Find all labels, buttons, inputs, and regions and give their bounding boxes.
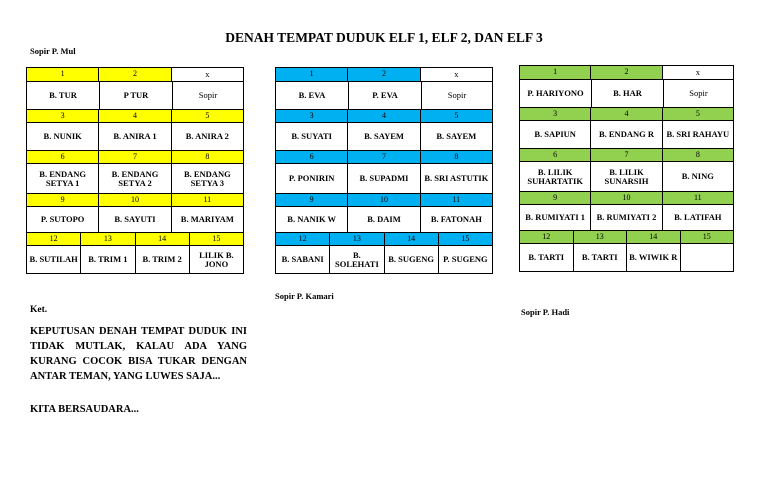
elf2-row: [276, 150, 492, 163]
elf1-passenger-name: P TUR: [99, 82, 172, 109]
elf3-seat-number: 15: [680, 231, 734, 243]
elf1-seat-number: 9: [27, 194, 98, 206]
elf3-row: [520, 148, 733, 161]
elf2-passenger-name: B. SAYEM: [347, 123, 419, 150]
elf1-row: [27, 163, 243, 193]
elf3-seat-number: 10: [590, 192, 661, 204]
elf2-passenger-name: B. SRI ASTUTIK: [420, 164, 492, 193]
elf3-passenger-name: B. ENDANG R: [590, 121, 661, 148]
elf2-passenger-name: B. EVA: [298, 90, 326, 101]
elf2-passenger-name: B. DAIM: [347, 207, 419, 232]
elf1-seat-number: 12: [27, 233, 80, 245]
elf3-seat-number: 11: [662, 192, 733, 204]
elf3-passenger-name: B. LILIK SUNARSIH: [590, 162, 661, 191]
elf3-passenger-name: B. NING: [662, 162, 733, 191]
elf1-passenger-name: B. TRIM 2: [135, 246, 189, 273]
elf2-row: [276, 206, 492, 232]
elf3-seat-number: 7: [590, 149, 661, 161]
elf1-seat-number: 11: [171, 194, 243, 206]
elf1-seat-number: 5: [171, 110, 243, 122]
elf3-row: [520, 120, 733, 148]
elf3-passenger-name: B. TARTI: [573, 244, 627, 271]
elf1-passenger-name: LILIK B. JONO: [189, 246, 243, 273]
elf2-row: [276, 163, 492, 193]
elf2-passenger-name: B. SAYEM: [420, 123, 492, 150]
elf3-passenger-name: B. LATIFAH: [662, 205, 733, 230]
elf3-row: [520, 243, 733, 271]
elf2-passenger-name: B. SUYATI: [291, 131, 332, 142]
elf1-row: [27, 109, 243, 122]
elf1-row: [27, 150, 243, 163]
elf2-passenger-name: P. SUGENG: [438, 246, 492, 273]
elf2-passenger-name: B. FATONAH: [420, 207, 492, 232]
elf3-row: [520, 107, 733, 120]
elf2-driver-seat-marker: x: [420, 68, 492, 81]
elf3-row: [520, 204, 733, 230]
elf3-row: [520, 66, 733, 79]
elf3-seat-number: 12: [520, 231, 573, 243]
elf2-passenger-name: B. NANIK W: [287, 214, 337, 225]
elf1-passenger-name: B. NUNIK: [43, 131, 82, 142]
elf3-seat-number: 13: [573, 231, 627, 243]
elf2-seat-number: 4: [347, 110, 419, 122]
elf1-seat-number: 10: [98, 194, 170, 206]
elf1-passenger-name: B. TRIM 1: [80, 246, 134, 273]
elf2-seat-number: 5: [420, 110, 492, 122]
elf3-passenger-name: B. RUMIYATI 2: [590, 205, 661, 230]
elf1-passenger-name: B. ANIRA 2: [171, 123, 243, 150]
elf3-seat-number: 6: [520, 149, 590, 161]
elf1-seat-number: 14: [135, 233, 189, 245]
elf2-passenger-name: P. PONIRIN: [288, 173, 335, 184]
elf3-passenger-name: B. SRI RAHAYU: [662, 121, 733, 148]
elf1-seat-number: 3: [27, 110, 98, 122]
page-title: DENAH TEMPAT DUDUK ELF 1, ELF 2, DAN ELF 3: [225, 30, 543, 45]
elf3-seat-number: 14: [626, 231, 680, 243]
elf2-passenger-name: P. EVA: [348, 82, 421, 109]
elf3-driver-seat-marker: x: [662, 66, 733, 79]
elf2-driver-label: Sopir P. Kamari: [275, 291, 334, 301]
elf2-passenger-name: B. SUGENG: [384, 246, 438, 273]
elf1-row: [27, 122, 243, 150]
elf2-seat-number: 9: [276, 194, 347, 206]
elf3-passenger-name: P. HARIYONO: [527, 88, 584, 99]
elf3-passenger-name: B. LILIK SUHARTATIK: [527, 166, 583, 186]
elf1-passenger-name: B. SAYUTI: [98, 207, 170, 232]
elf1-passenger-name: B. MARIYAM: [171, 207, 243, 232]
elf3-row: [520, 230, 733, 243]
elf2-seat-number: 3: [276, 110, 347, 122]
elf3-seat-number: 4: [590, 108, 661, 120]
elf3-seating-chart: [519, 65, 734, 272]
elf1-passenger-name: P. SUTOPO: [40, 214, 85, 225]
elf2-seat-number: 2: [347, 68, 419, 81]
elf3-driver-seat: Sopir: [663, 80, 733, 107]
elf2-seating-chart: [275, 67, 493, 274]
elf2-driver-seat: Sopir: [421, 82, 492, 109]
elf2-row: [276, 109, 492, 122]
elf1-driver-seat-marker: x: [171, 68, 243, 81]
notes-text: KEPUTUSAN DENAH TEMPAT DUDUK INI TIDAK MUTLAK, KALAU ADA YANG KURANG COCOK BISA TUKAR DENGAN ANTAR TEMAN, YANG LUWES SAJA...: [30, 326, 247, 382]
elf2-passenger-name: B. SOLEHATI: [329, 246, 383, 273]
elf1-passenger-name: B. ENDANG SETYA 3: [171, 164, 243, 193]
elf1-seat-number: 2: [98, 68, 170, 81]
elf3-seat-number: 2: [590, 66, 661, 79]
elf1-row: [27, 232, 243, 245]
elf3-seat-number: 3: [520, 108, 590, 120]
elf2-passenger-name: B. SABANI: [281, 254, 324, 265]
elf2-seat-number: 11: [420, 194, 492, 206]
elf1-row: [27, 193, 243, 206]
elf1-seat-number: 7: [98, 151, 170, 163]
elf2-seat-number: 15: [438, 233, 492, 245]
elf2-seat-number: 7: [347, 151, 419, 163]
elf2-seat-number: 14: [384, 233, 438, 245]
elf2-row: [276, 245, 492, 273]
elf2-row: [276, 68, 492, 81]
elf1-seat-number: 1: [27, 68, 98, 81]
elf1-passenger-name: B. ENDANG SETYA 2: [98, 164, 170, 193]
elf3-passenger-name: B. SAPIUN: [534, 129, 576, 140]
elf3-passenger-name: B. TARTI: [528, 252, 565, 263]
elf1-passenger-name: B. SUTILAH: [29, 254, 78, 265]
elf2-seat-number: 12: [276, 233, 329, 245]
elf1-driver-label: Sopir P. Mul: [30, 46, 76, 56]
elf3-passenger-name: B. RUMIYATI 1: [525, 212, 586, 223]
elf2-seat-number: 13: [329, 233, 383, 245]
elf3-row: [520, 161, 733, 191]
elf2-row: [276, 193, 492, 206]
elf1-passenger-name: B. TUR: [49, 90, 77, 101]
elf2-seat-number: 1: [276, 68, 347, 81]
elf3-seat-number: 5: [662, 108, 733, 120]
elf1-passenger-name: B. ENDANG SETYA 1: [39, 168, 87, 188]
elf2-seat-number: 10: [347, 194, 419, 206]
notes-closing: KITA BERSAUDARA...: [30, 404, 139, 415]
elf1-row: [27, 68, 243, 81]
elf3-passenger-name: [680, 244, 734, 271]
elf1-driver-seat: Sopir: [172, 82, 243, 109]
elf3-seat-number: 1: [520, 66, 590, 79]
elf2-passenger-name: B. SUPADMI: [347, 164, 419, 193]
elf1-seat-number: 6: [27, 151, 98, 163]
elf2-row: [276, 232, 492, 245]
elf1-seat-number: 15: [189, 233, 243, 245]
elf1-seat-number: 13: [80, 233, 134, 245]
elf3-seat-number: 8: [662, 149, 733, 161]
elf1-row: [27, 81, 243, 109]
elf3-row: [520, 79, 733, 107]
elf2-row: [276, 81, 492, 109]
notes-heading: Ket.: [30, 305, 48, 315]
elf1-passenger-name: B. ANIRA 1: [98, 123, 170, 150]
elf3-driver-label: Sopir P. Hadi: [521, 307, 570, 317]
elf2-seat-number: 8: [420, 151, 492, 163]
elf3-passenger-name: B. HAR: [591, 80, 663, 107]
elf2-row: [276, 122, 492, 150]
elf3-passenger-name: B. WIWIK R: [626, 244, 680, 271]
elf1-seat-number: 4: [98, 110, 170, 122]
elf1-row: [27, 245, 243, 273]
elf1-seating-chart: [26, 67, 244, 274]
elf3-row: [520, 191, 733, 204]
elf2-seat-number: 6: [276, 151, 347, 163]
elf1-seat-number: 8: [171, 151, 243, 163]
elf3-seat-number: 9: [520, 192, 590, 204]
elf1-row: [27, 206, 243, 232]
